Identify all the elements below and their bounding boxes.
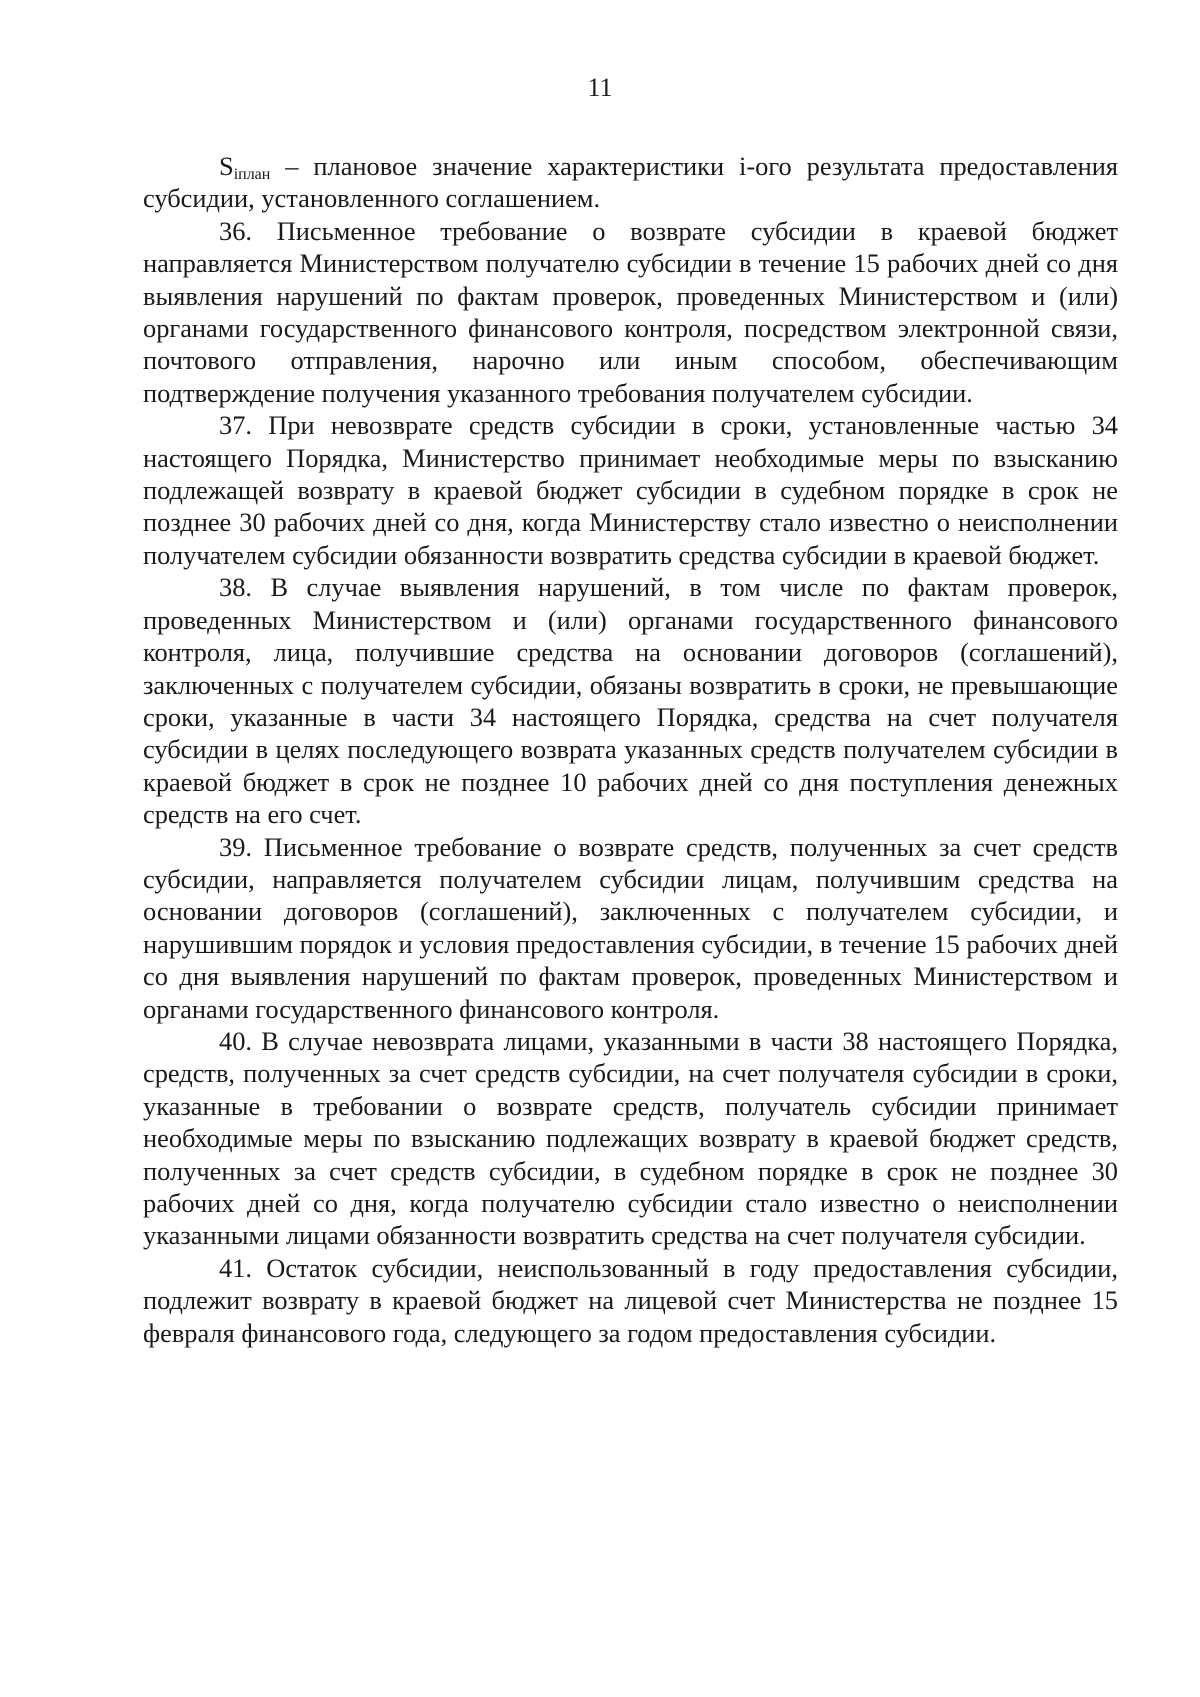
formula-symbol: S: [219, 151, 234, 181]
paragraph-38: 38. В случае выявления нарушений, в том числе по фактам проверок, проведенных Министерством и (или) органами государственного финансового контроля, лица, получившие средства на основании договоров (соглашений), заключенных с получателем субсидии, обязаны возвратить в сроки, не превышающие сроки, указанные в части 34 настоящего Порядка, средства на счет получателя субсидии в целях последующего возврата указанных средств получателем субсидии в краевой бюджет в срок не позднее 10 рабочих дней со дня поступления денежных средств на его счет.: [143, 572, 1118, 830]
paragraph-36: 36. Письменное требование о возврате субсидии в краевой бюджет направляется Министерством получателю субсидии в течение 15 рабочих дней со дня выявления нарушений по фактам проверок, проведенных Министерством и (или) органами государственного финансового контроля, посредством электронной связи, почтового отправления, нарочно или иным способом, обеспечивающим подтверждение получения указанного требования получателем субсидии.: [143, 215, 1118, 408]
page-number: 11: [587, 73, 613, 102]
formula-definition: [143, 150, 1118, 215]
formula-subscript: iплан: [233, 166, 271, 183]
document-body: [143, 150, 1118, 1349]
formula-definition-text: – плановое значение характеристики i-ого результата предоставления субсидии, установленного соглашением.: [143, 151, 1118, 214]
paragraph-41: 41. Остаток субсидии, неиспользованный в году предоставления субсидии, подлежит возврату в краевой бюджет на лицевой счет Министерства не позднее 15 февраля финансового года, следующего за годом предоставления субсидии.: [143, 1252, 1118, 1348]
paragraph-39: 39. Письменное требование о возврате средств, полученных за счет средств субсидии, направляется получателем субсидии лицам, получившим средства на основании договоров (соглашений), заключенных с получателем субсидии, и нарушившим порядок и условия предоставления субсидии, в течение 15 рабочих дней со дня выявления нарушений по фактам проверок, проведенных Министерством и органами государственного финансового контроля.: [143, 831, 1118, 1024]
paragraph-37: 37. При невозврате средств субсидии в сроки, установленные частью 34 настоящего Порядка, Министерство принимает необходимые меры по взысканию подлежащей возврату в краевой бюджет субсидии в судебном порядке в срок не позднее 30 рабочих дней со дня, когда Министерству стало известно о неисполнении получателем субсидии обязанности возвратить средства субсидии в краевой бюджет.: [143, 410, 1118, 570]
paragraph-40: 40. В случае невозврата лицами, указанными в части 38 настоящего Порядка, средств, полученных за счет средств субсидии, на счет получателя субсидии в сроки, указанные в требовании о возврате средств, получатель субсидии принимает необходимые меры по взысканию подлежащих возврату в краевой бюджет средств, полученных за счет средств субсидии, в судебном порядке в срок не позднее 30 рабочих дней со дня, когда получателю субсидии стало известно о неисполнении указанными лицами обязанности возвратить средства на счет получателя субсидии.: [143, 1025, 1118, 1251]
